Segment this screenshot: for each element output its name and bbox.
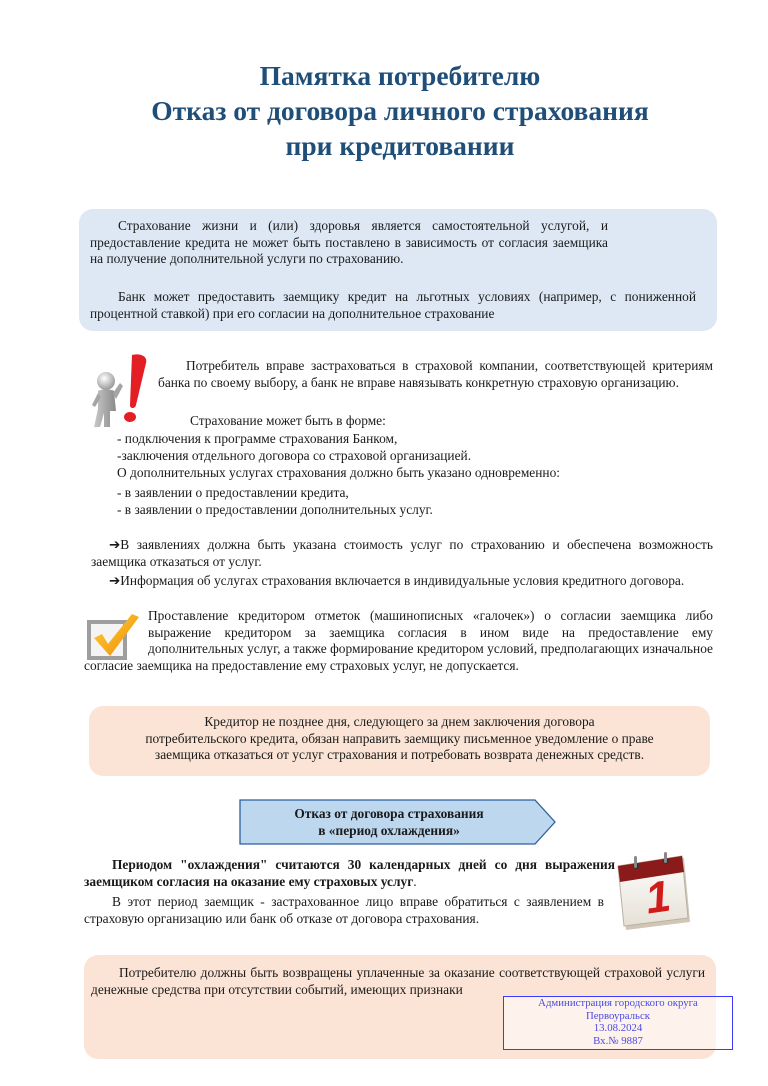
stamp-line-2: Первоуральск [585, 1009, 651, 1022]
section2-list-item-4: - в заявлении о предоставлении дополнительных услуг. [117, 502, 433, 517]
arrow-label-text: Отказ от договора страхования в «период охлаждения» [294, 806, 484, 838]
icon-spacer [84, 608, 148, 658]
section3-bullet-1: ➔В заявлениях должна быть указана стоимость услуг по страхованию и обеспечена возможность заемщика отказаться от услуг. [91, 537, 713, 569]
calendar-icon [612, 852, 694, 934]
box1-paragraph-2: Банк может предоставить заемщику кредит на льготных условиях (например, с пониженной процентной ставкой) при его согласии на дополнительное страхование [90, 289, 696, 321]
section2-list-item-1: - подключения к программе страхования Банком, [117, 431, 398, 446]
box1-paragraph-1: Страхование жизни и (или) здоровья является самостоятельной услугой, и предоставление кредита не может быть поставлено в зависимость от согласия заемщика на получение дополнительной услуги по страхованию. [90, 218, 608, 267]
section4-paragraph-1: Периодом "охлаждения" считаются 30 календарных дней со дня выражения заемщиком согласия на оказание ему страховых услуг. [84, 857, 615, 889]
page-title [60, 58, 740, 163]
exclamation-figure-icon [86, 353, 158, 433]
cooling-period-arrow-label [239, 799, 557, 845]
section2-list-item-3: - в заявлении о предоставлении кредита, [117, 485, 349, 500]
section3-paragraph: Проставление кредитором отметок (машинописных «галочек») о согласии заемщика либо выражение кредитором за заемщика согласия в ином виде на предоставление ему дополнительных услуг, а также формирование кредитором условий, предполагающих изначальное согласие заемщика на предоставление ему страховых услуг, не допускается. [84, 608, 713, 674]
section2-paragraph-2: Страхование может быть в форме: [190, 413, 386, 428]
registration-stamp [503, 996, 733, 1050]
title-line-3: при кредитовании [285, 130, 515, 161]
stamp-line-1: Администрация городского округа [538, 997, 698, 1009]
section2-paragraph-1: Потребитель вправе застраховаться в страховой компании, соответствующей критериям банка по своему выбору, а банк не вправе навязывать конкретную страховую организацию. [158, 358, 713, 390]
calendar-day-number: 1 [642, 871, 674, 924]
arrow-bullet-icon: ➔ [109, 537, 121, 552]
title-line-2: Отказ от договора личного страхования [151, 95, 649, 126]
section2-paragraph-3: О дополнительных услугах страхования должно быть указано одновременно: [117, 465, 561, 480]
section3-bullet-2: ➔Информация об услугах страхования включается в индивидуальные условия кредитного договора. [109, 573, 685, 588]
section4-paragraph-2: В этот период заемщик - застрахованное лицо вправе обратиться с заявлением в страховую организацию или банк об отказе от договора страхования. [84, 894, 604, 926]
section2-list-item-2: -заключения отдельного договора со страховой организацией. [117, 448, 472, 463]
stamp-number: Вх.№ 9887 [593, 1034, 643, 1047]
arrow-bullet-icon: ➔ [109, 573, 121, 588]
box3-paragraph: Потребителю должны быть возвращены уплаченные за оказание соответствующей страховой услуги денежные средства при отсутствии событий, имеющих признаки [91, 965, 705, 997]
title-line-1: Памятка потребителю [259, 60, 541, 91]
stamp-date: 13.08.2024 [593, 1022, 643, 1035]
box2-text: Кредитор не позднее дня, следующего за днем заключения договора потребительского кредита, обязан направить заемщику письменное уведомление о праве заемщика отказаться от услуг страхования и потребовать возврата денежных средств. [145, 714, 654, 763]
